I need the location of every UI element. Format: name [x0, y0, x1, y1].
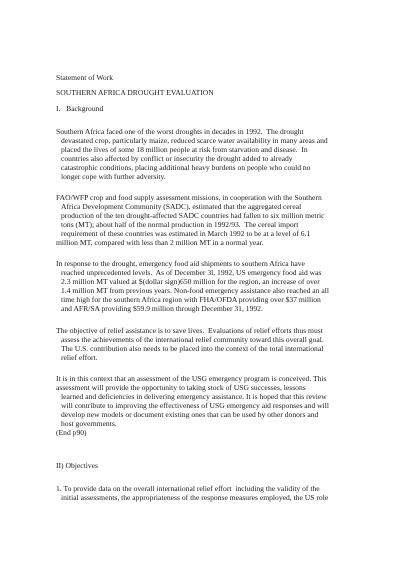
- section-heading-background: I. Background: [56, 104, 104, 113]
- paragraph-line: FAO/WFP crop and food supply assessment missions, in cooperation with the Southern: [56, 193, 322, 202]
- document-label: Statement of Work: [56, 73, 114, 82]
- paragraph-line: devastated crop, particularly maize, reduced scarce water availability in many areas and: [61, 136, 328, 145]
- paragraph-line: The objective of relief assistance is to save lives. Evaluations of relief efforts thus must: [56, 326, 323, 335]
- paragraph-line: learned and deficiencies in delivering emergency assistance. It is hoped that this review: [61, 392, 327, 401]
- paragraph-line: and AFR/SA providing $59.9 million through December 31, 1992.: [61, 304, 263, 313]
- paragraph-line: time high for the southern Africa region with FHA/OFDA providing over $37 million: [61, 295, 321, 304]
- end-page-marker: (End p90): [56, 428, 87, 437]
- paragraph-line: initial assessments, the appropriateness of the response measures employed, the US role: [61, 493, 329, 502]
- paragraph-line: relief effort.: [61, 353, 98, 362]
- paragraph-line: catastrophic conditions, placing additional heavy burdens on people who could no: [61, 163, 311, 172]
- section-heading-objectives: II) Objectives: [56, 461, 98, 470]
- paragraph-line: 1. To provide data on the overall international relief effort including the validity of the: [56, 484, 320, 493]
- paragraph-line: The U.S. contribution also needs to be placed into the context of the total international: [61, 344, 324, 353]
- paragraph-line: Southern Africa faced one of the worst droughts in decades in 1992. The drought: [56, 127, 304, 136]
- document-title: SOUTHERN AFRICA DROUGHT EVALUATION: [56, 88, 214, 97]
- paragraph-line: will contribute to improving the effectiveness of USG emergency aid responses and will: [61, 401, 329, 410]
- paragraph-line: production of the ten drought-affected SADC countries had fallen to six million metric: [61, 211, 325, 220]
- paragraph-line: reached unprecedented levels. As of December 3l, 1992, US emergency food aid was: [61, 268, 322, 277]
- paragraph-line: develop new models or document existing ones that can be used by other donors and: [61, 410, 319, 419]
- paragraph-line: It is in this context that an assessment of the USG emergency program is conceived. This: [56, 374, 327, 383]
- paragraph-line: requirement of these countries was estimated in March 1992 to be at a level of 6.1: [61, 229, 311, 238]
- paragraph-line: million MT, compared with less than 2 million MT in a normal year.: [56, 238, 264, 247]
- paragraph-line: countries also affected by conflict or insecurity the drought added to already: [61, 154, 293, 163]
- paragraph-line: Africa Development Community (SADC), estimated that the aggregated cereal: [61, 202, 302, 211]
- paragraph-line: longer cope with further adversity.: [61, 172, 166, 181]
- paragraph-line: host governments.: [61, 419, 117, 428]
- paragraph-line: placed the lives of some 18 million people at risk from starvation and disease. In: [61, 145, 308, 154]
- paragraph-line: assess the achievements of the international relief community toward this overall goal.: [61, 335, 324, 344]
- paragraph-line: assessment will provide the opportunity to taking stock of USG successes, lessons: [56, 383, 306, 392]
- paragraph-line: tons (MT); about half of the normal production in 1992/93. The cereal import: [61, 220, 299, 229]
- paragraph-line: 1.4 million MT from previous years. Non-food emergency assistance also reached an all: [61, 286, 329, 295]
- paragraph-line: 2.3 million MT valued at $(dollar sign)650 million for the region, an increase of over: [61, 277, 320, 286]
- paragraph-line: In response to the drought, emergency food aid shipments to southern Africa have: [56, 259, 305, 268]
